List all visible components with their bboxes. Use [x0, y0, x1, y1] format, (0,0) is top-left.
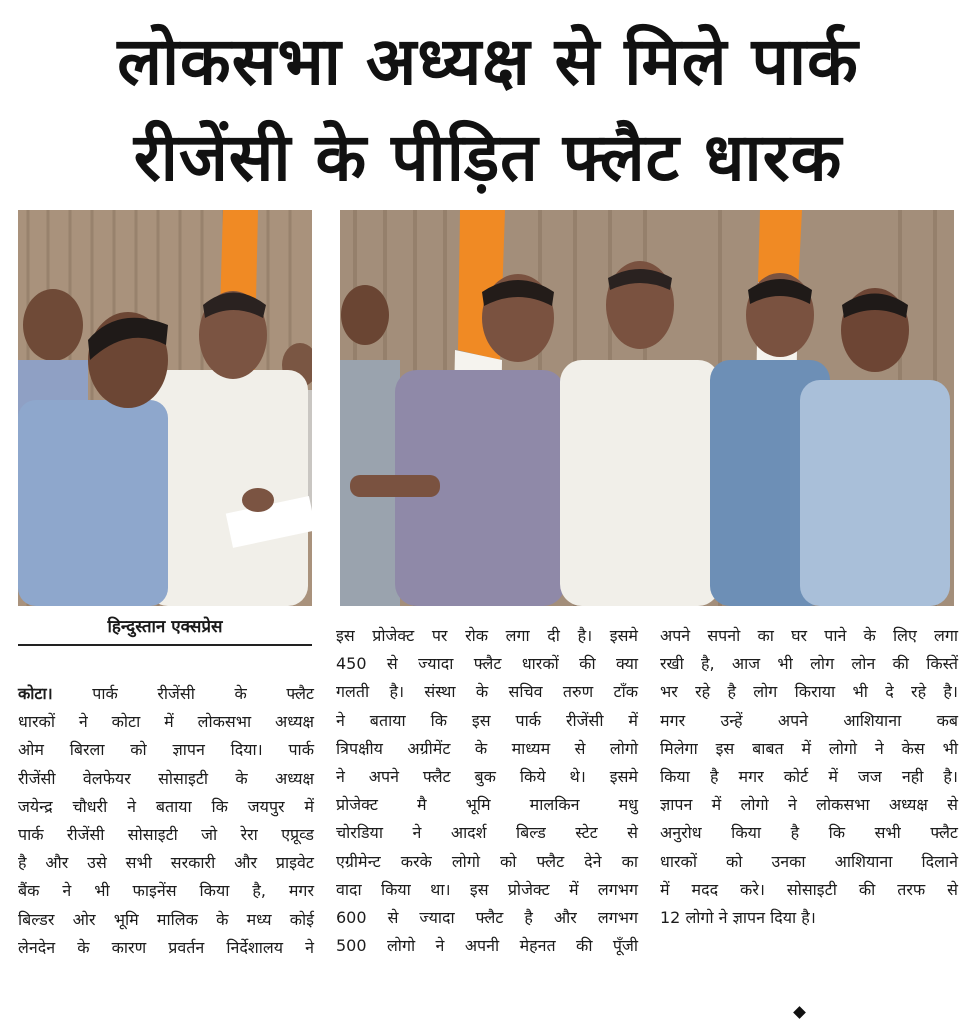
article-column-3	[660, 622, 958, 932]
text-line: किया है मगर कोर्ट में जज नही है।	[660, 767, 958, 787]
source-divider	[18, 644, 312, 646]
text-line: रखी है, आज भी लोग लोन की किस्तें	[660, 654, 958, 674]
text-fragment: पार्क रीजेंसी के फ्लैट	[52, 684, 314, 703]
headline-line-2: रीजेंसी के पीड़ित फ्लैट धारक	[133, 119, 843, 196]
text-line: ओम बिरला को ज्ञापन दिया। पार्क	[18, 740, 314, 760]
text-line: बैंक ने भी फाइनेंस किया है, मगर	[18, 881, 314, 901]
text-line: ने अपने फ्लैट बुक किये थे। इसमे	[336, 767, 638, 787]
text-line: ज्ञापन में लोगो ने लोकसभा अध्यक्ष से	[660, 795, 958, 815]
text-line: 12 लोगो ने ज्ञापन दिया है।	[660, 908, 816, 928]
text-line: रीजेंसी वेलफेयर सोसाइटी के अध्यक्ष	[18, 768, 314, 788]
text-line: अपने सपनो का घर पाने के लिए लगा	[660, 626, 958, 645]
text-line: 450 से ज्यादा फ्लैट धारकों की क्या	[336, 654, 638, 674]
text-line: इस प्रोजेक्ट पर रोक लगा दी है। इसमे	[336, 626, 638, 645]
text-line: प्रोजेक्ट मै भूमि मालकिन मधु	[336, 795, 638, 815]
text-line: अनुरोध किया है कि सभी फ्लैट	[660, 823, 958, 843]
text-line: बिल्डर ओर भूमि मालिक के मध्य कोई	[18, 909, 314, 929]
text-line: जयेन्द्र चौधरी ने बताया कि जयपुर में	[18, 796, 314, 816]
text-line: वादा किया था। इस प्रोजेक्ट में लगभग	[336, 879, 638, 899]
photo-group	[340, 210, 954, 606]
text-line	[18, 680, 314, 708]
text-line: है और उसे सभी सरकारी और प्राइवेट	[18, 853, 314, 873]
text-line: गलती है। संस्था के सचिव तरुण टाँक	[336, 682, 638, 702]
dateline: कोटा।	[18, 684, 53, 703]
text-line: भर रहे है लोग किराया भी दे रहे है।	[660, 682, 958, 702]
text-line: धारकों ने कोटा में लोकसभा अध्यक्ष	[18, 712, 314, 732]
article-column-2	[336, 622, 638, 960]
text-line: लेनदेन के कारण प्रवर्तन निर्देशालय ने	[18, 937, 314, 957]
text-line: में मदद करे। सोसाइटी की तरफ से	[660, 879, 958, 899]
end-mark-icon	[793, 1006, 806, 1019]
headline-line-1: लोकसभा अध्यक्ष से मिले पार्क	[117, 23, 859, 100]
text-line: धारकों को उनका आशियाना दिलाने	[660, 851, 958, 871]
text-line: 500 लोगो ने अपनी मेहनत की पूँजी	[336, 936, 638, 956]
text-line: त्रिपक्षीय अग्रीमेंट के माध्यम से लोगो	[336, 738, 638, 758]
article-column-1	[18, 680, 314, 962]
text-line: एग्रीमेन्ट करके लोगो को फ्लैट देने का	[336, 851, 638, 871]
text-line: ने बताया कि इस पार्क रीजेंसी में	[336, 710, 638, 730]
text-line: चोरडिया ने आदर्श बिल्ड स्टेट से	[336, 823, 638, 843]
text-line: 600 से ज्यादा फ्लैट है और लगभग	[336, 908, 638, 928]
text-line: मिलेगा इस बाबत में लोगो ने केस भी	[660, 738, 958, 758]
text-line: मगर उन्हें अपने आशियाना कब	[660, 710, 958, 730]
photo-signing	[18, 210, 312, 606]
source-credit: हिन्दुस्तान एक्सप्रेस	[107, 617, 223, 637]
text-line: पार्क रीजेंसी सोसाइटी जो रेरा एप्रूव्ड	[18, 825, 314, 845]
